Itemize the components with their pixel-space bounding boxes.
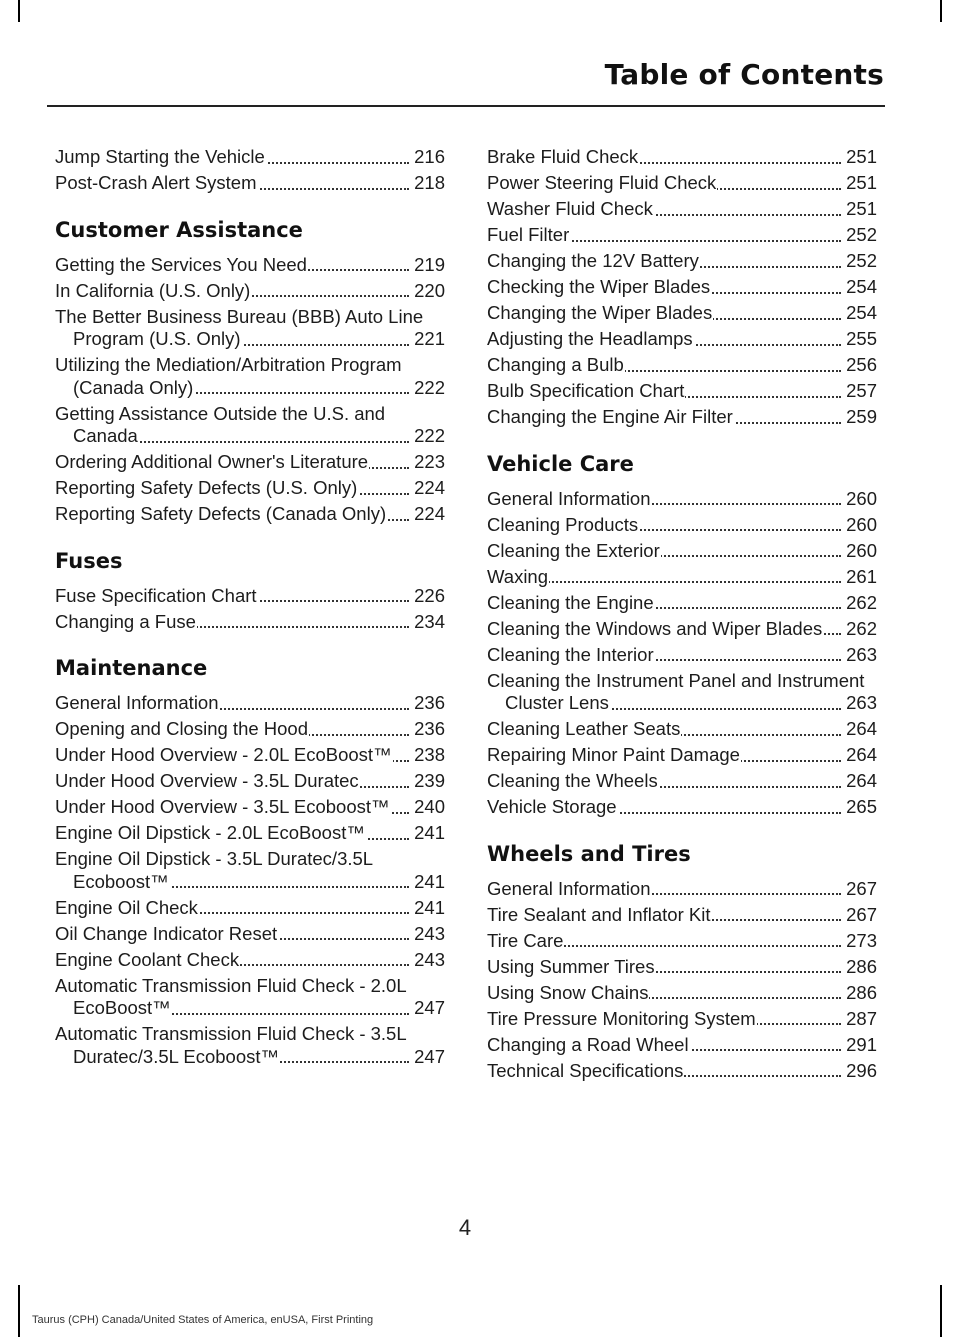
toc-entry-page: 255 — [846, 328, 877, 349]
toc-entry[interactable] — [55, 503, 445, 526]
toc-entry[interactable] — [487, 566, 877, 589]
toc-entry[interactable] — [55, 848, 445, 893]
toc-entry-page: 254 — [846, 302, 877, 323]
toc-entry-page: 236 — [414, 692, 445, 713]
toc-entry-title: Engine Oil Dipstick - 2.0L EcoBoost™ — [55, 822, 365, 843]
toc-entry-page: 241 — [414, 870, 445, 892]
toc-entry-page: 267 — [846, 903, 877, 925]
toc-entry-title: Tire Pressure Monitoring System — [487, 1007, 756, 1029]
toc-entry-title: Using Snow Chains — [487, 981, 649, 1003]
toc-entry-page: 262 — [846, 617, 877, 639]
toc-entry[interactable] — [55, 923, 445, 946]
toc-entry-title: Getting Assistance Outside the U.S. and Canada — [55, 402, 386, 446]
crop-mark-top-left — [18, 0, 20, 22]
toc-entry[interactable] — [487, 328, 877, 351]
toc-left-column — [55, 146, 445, 1072]
toc-entry[interactable] — [487, 250, 877, 273]
toc-entry-page: 220 — [414, 279, 445, 301]
toc-entry-page: 240 — [414, 796, 445, 817]
toc-entry-page: 219 — [414, 253, 445, 275]
toc-entry-page: 247 — [414, 997, 445, 1018]
toc-entry-title: Reporting Safety Defects (U.S. Only) — [55, 477, 358, 498]
toc-entry-page: 224 — [414, 503, 445, 524]
toc-entry-page: 273 — [846, 929, 877, 951]
crop-mark-bottom-right — [940, 1285, 942, 1337]
toc-entry-title: Vehicle Storage — [487, 796, 617, 817]
toc-entry-page: 234 — [414, 610, 445, 632]
toc-entry-page: 247 — [414, 1045, 445, 1067]
toc-entry-page: 260 — [846, 487, 877, 509]
toc-entry[interactable] — [55, 306, 445, 351]
toc-entry[interactable] — [487, 146, 877, 169]
toc-entry[interactable] — [487, 878, 877, 901]
toc-entry-title: Opening and Closing the Hood — [55, 718, 309, 739]
toc-entry-page: 251 — [846, 198, 877, 219]
toc-entry-title: Changing the Engine Air Filter — [487, 406, 733, 427]
toc-entry-page: 239 — [414, 770, 445, 791]
toc-entry[interactable] — [487, 956, 877, 979]
toc-entry-title: Getting the Services You Need — [55, 253, 307, 275]
toc-entry[interactable] — [487, 514, 877, 537]
toc-entry[interactable] — [487, 1034, 877, 1057]
toc-section-heading: Wheels and Tires — [487, 841, 691, 866]
toc-entry-title: The Better Business Bureau (BBB) Auto Line Program (U.S. Only) — [55, 305, 424, 349]
toc-entry-title: Changing the 12V Battery — [487, 250, 699, 271]
toc-section-heading: Maintenance — [55, 656, 208, 680]
toc-entry-page: 254 — [846, 276, 877, 297]
toc-entry-title: Automatic Transmission Fluid Check - 3.5L Duratec/3.5L Ecoboost™ — [55, 1023, 407, 1067]
toc-entry[interactable] — [487, 302, 877, 325]
toc-entry[interactable] — [55, 451, 445, 474]
toc-entry[interactable] — [55, 692, 445, 715]
toc-entry-title: Cleaning the Engine — [487, 591, 654, 613]
toc-entry-title: Cleaning the Windows and Wiper Blades — [487, 617, 823, 639]
toc-entry-page: 241 — [414, 822, 445, 843]
toc-entry[interactable] — [487, 796, 877, 819]
toc-entry-page: 216 — [414, 146, 445, 167]
toc-entry-page: 259 — [846, 406, 877, 427]
toc-entry-title: Cleaning the Exterior — [487, 539, 660, 561]
toc-entry-page: 287 — [846, 1007, 877, 1029]
toc-entry[interactable] — [487, 224, 877, 247]
toc-entry-page: 243 — [414, 922, 445, 944]
toc-entry-title: Post-Crash Alert System — [55, 172, 257, 193]
toc-entry[interactable] — [55, 254, 445, 277]
toc-entry-page: 218 — [414, 172, 445, 193]
toc-entry-title: Cleaning the Interior — [487, 643, 654, 665]
toc-entry-title: Under Hood Overview - 3.5L Ecoboost™ — [55, 796, 390, 817]
toc-entry-title: Engine Oil Check — [55, 896, 198, 918]
toc-entry-title: Cleaning Products — [487, 513, 639, 535]
header-divider — [47, 105, 885, 107]
toc-entry-title: General Information — [487, 487, 651, 509]
toc-section-heading: Vehicle Care — [487, 451, 634, 476]
toc-entry[interactable] — [487, 198, 877, 221]
toc-entry-page: 238 — [414, 744, 445, 765]
toc-entry[interactable] — [55, 822, 445, 845]
toc-entry-title: Fuse Specification Chart — [55, 584, 257, 606]
toc-entry-page: 243 — [414, 948, 445, 970]
toc-entry[interactable] — [487, 930, 877, 953]
toc-entry-page: 257 — [846, 380, 877, 401]
toc-entry-title: Utilizing the Mediation/Arbitration Program (Canada Only) — [55, 354, 402, 398]
toc-entry-title: Oil Change Indicator Reset — [55, 922, 278, 944]
toc-section-heading: Fuses — [55, 548, 123, 573]
toc-entry[interactable] — [487, 406, 877, 429]
toc-entry-title: Adjusting the Headlamps — [487, 328, 693, 349]
toc-entry-title: Reporting Safety Defects (Canada Only) — [55, 503, 387, 524]
toc-entry-title: Brake Fluid Check — [487, 146, 639, 167]
toc-entry[interactable] — [487, 540, 877, 563]
toc-entry-page: 265 — [846, 796, 877, 817]
toc-entry-title: Technical Specifications — [487, 1059, 684, 1081]
toc-entry[interactable] — [55, 172, 445, 195]
toc-entry-page: 264 — [846, 770, 877, 791]
toc-entry[interactable] — [487, 276, 877, 299]
toc-entry-page: 256 — [846, 354, 877, 375]
toc-entry[interactable] — [487, 744, 877, 767]
toc-entry-title: Tire Sealant and Inflator Kit — [487, 903, 711, 925]
toc-entry-title: Checking the Wiper Blades — [487, 276, 711, 297]
toc-entry-title: Changing a Fuse — [55, 610, 196, 632]
toc-entry-title: Using Summer Tires — [487, 955, 655, 977]
toc-entry-title: Cleaning the Wheels — [487, 770, 658, 791]
toc-entry[interactable] — [55, 477, 445, 500]
toc-entry-title: Waxing — [487, 565, 549, 587]
toc-entry-title: Fuel Filter — [487, 224, 570, 245]
toc-right-column — [487, 146, 877, 1086]
toc-entry-title: Repairing Minor Paint Damage — [487, 744, 740, 765]
toc-entry-page: 260 — [846, 513, 877, 535]
toc-entry-page: 252 — [846, 250, 877, 271]
toc-entry[interactable] — [487, 718, 877, 741]
toc-entry-page: 251 — [846, 172, 877, 193]
toc-entry-title: Under Hood Overview - 3.5L Duratec — [55, 770, 359, 791]
toc-entry-title: Ordering Additional Owner's Literature — [55, 451, 369, 472]
toc-entry-page: 286 — [846, 955, 877, 977]
toc-entry[interactable] — [487, 770, 877, 793]
toc-entry-page: 286 — [846, 981, 877, 1003]
toc-entry-title: Cleaning Leather Seats — [487, 718, 681, 739]
toc-entry-title: Changing a Road Wheel — [487, 1033, 689, 1055]
toc-entry[interactable] — [55, 770, 445, 793]
toc-entry[interactable] — [487, 354, 877, 377]
toc-entry-page: 262 — [846, 591, 877, 613]
toc-entry[interactable] — [487, 172, 877, 195]
toc-entry-page: 222 — [414, 376, 445, 398]
toc-entry-title: Changing a Bulb — [487, 354, 624, 375]
toc-entry-page: 252 — [846, 224, 877, 245]
toc-entry[interactable] — [55, 146, 445, 169]
toc-entry[interactable] — [487, 1008, 877, 1031]
toc-entry-title: In California (U.S. Only) — [55, 279, 251, 301]
toc-entry-page: 221 — [414, 328, 445, 349]
page-title: Table of Contents — [604, 58, 884, 91]
toc-entry[interactable] — [55, 897, 445, 920]
toc-entry-title: Engine Oil Dipstick - 3.5L Duratec/3.5L Ecoboost™ — [55, 848, 374, 892]
toc-entry[interactable] — [487, 904, 877, 927]
toc-entry[interactable] — [487, 982, 877, 1005]
toc-entry-title: General Information — [55, 692, 219, 713]
toc-entry[interactable] — [487, 488, 877, 511]
toc-entry-page: 241 — [414, 896, 445, 918]
toc-entry[interactable] — [55, 975, 445, 1020]
crop-mark-top-right — [940, 0, 942, 22]
toc-entry-title: Changing the Wiper Blades — [487, 302, 713, 323]
toc-entry-page: 251 — [846, 146, 877, 167]
toc-entry-page: 224 — [414, 477, 445, 498]
toc-entry[interactable] — [55, 744, 445, 767]
toc-entry-title: Cleaning the Instrument Panel and Instrument Cluster Lens — [487, 669, 865, 713]
toc-entry-title: Power Steering Fluid Check — [487, 172, 717, 193]
toc-entry-page: 226 — [414, 584, 445, 606]
toc-entry-page: 264 — [846, 718, 877, 739]
dot-leader — [505, 581, 841, 583]
toc-entry[interactable] — [487, 644, 877, 667]
toc-entry-page: 263 — [846, 692, 877, 713]
toc-entry-page: 222 — [414, 425, 445, 446]
toc-entry[interactable] — [55, 585, 445, 608]
toc-entry-title: Under Hood Overview - 2.0L EcoBoost™ — [55, 744, 392, 765]
toc-entry-page: 236 — [414, 718, 445, 739]
crop-mark-bottom-left — [18, 1285, 20, 1337]
toc-entry[interactable] — [55, 280, 445, 303]
toc-entry-page: 263 — [846, 643, 877, 665]
toc-entry-title: Engine Coolant Check — [55, 948, 240, 970]
toc-entry-title: Bulb Specification Chart — [487, 380, 685, 401]
footer-print-info: Taurus (CPH) Canada/United States of America, enUSA, First Printing — [32, 1314, 374, 1326]
toc-entry[interactable] — [487, 380, 877, 403]
toc-entry[interactable] — [55, 403, 445, 448]
toc-entry[interactable] — [55, 796, 445, 819]
toc-entry-page: 296 — [846, 1059, 877, 1081]
toc-entry-page: 264 — [846, 744, 877, 765]
toc-entry[interactable] — [55, 949, 445, 972]
toc-entry-page: 261 — [846, 565, 877, 587]
toc-entry[interactable] — [487, 618, 877, 641]
toc-entry[interactable] — [487, 670, 877, 715]
toc-section-heading: Customer Assistance — [55, 217, 303, 242]
toc-entry[interactable] — [55, 354, 445, 399]
toc-entry[interactable] — [487, 1060, 877, 1083]
toc-entry-title: Washer Fluid Check — [487, 198, 653, 219]
toc-entry[interactable] — [55, 718, 445, 741]
toc-entry-page: 291 — [846, 1033, 877, 1055]
toc-entry-title: Jump Starting the Vehicle — [55, 146, 265, 167]
toc-entry[interactable] — [55, 1023, 445, 1068]
page-number: 4 — [458, 1215, 472, 1240]
toc-entry-title: Automatic Transmission Fluid Check - 2.0L EcoBoost™ — [55, 974, 407, 1018]
toc-entry[interactable] — [487, 592, 877, 615]
toc-entry-page: 267 — [846, 877, 877, 899]
toc-entry-title: General Information — [487, 877, 651, 899]
toc-entry-page: 223 — [414, 451, 445, 472]
toc-entry[interactable] — [55, 611, 445, 634]
toc-entry-page: 260 — [846, 539, 877, 561]
toc-entry-title: Tire Care — [487, 929, 564, 951]
